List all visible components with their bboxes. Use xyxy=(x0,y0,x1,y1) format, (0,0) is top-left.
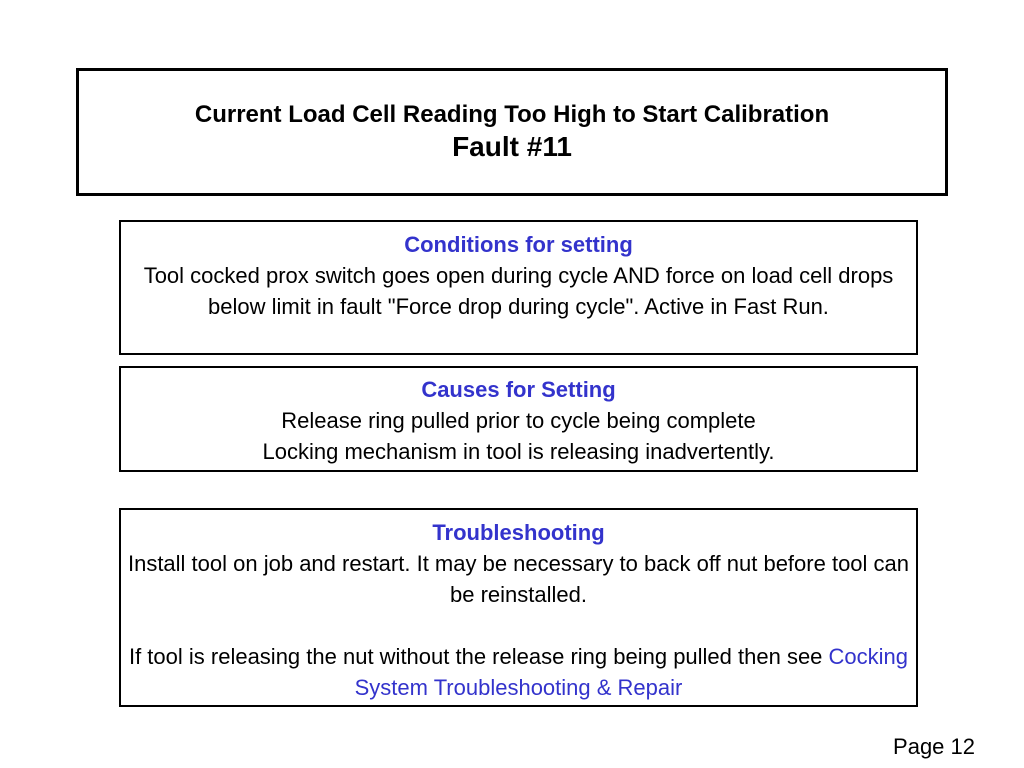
conditions-heading: Conditions for setting xyxy=(404,232,633,257)
page-title: Current Load Cell Reading Too High to Start Calibration xyxy=(194,101,830,128)
conditions-text: Tool cocked prox switch goes open during cycle AND force on load cell drops below limit in fault "Force drop during cycle". Active in Fast Run. xyxy=(143,263,894,319)
troubleshooting-paragraph-2-text: If tool is releasing the nut without the release ring being pulled then see xyxy=(128,644,823,669)
causes-line-2: Locking mechanism in tool is releasing inadvertently. xyxy=(262,439,775,464)
troubleshooting-heading: Troubleshooting xyxy=(432,520,605,545)
conditions-panel xyxy=(119,220,918,355)
cocking-system-link[interactable]: Cocking System Troubleshooting & Repair xyxy=(354,644,909,700)
causes-panel xyxy=(119,366,918,472)
causes-heading: Causes for Setting xyxy=(421,377,616,402)
fault-number: Fault #11 xyxy=(452,131,572,162)
troubleshooting-paragraph-2 xyxy=(121,641,916,703)
paragraph-spacer xyxy=(121,610,916,641)
troubleshooting-panel xyxy=(119,508,918,707)
causes-line-1: Release ring pulled prior to cycle being complete xyxy=(281,408,756,433)
page-number: Page 12 xyxy=(893,734,975,759)
title-box xyxy=(76,68,948,196)
troubleshooting-paragraph-1: Install tool on job and restart. It may be necessary to back off nut before tool can be reinstalled. xyxy=(127,551,910,607)
